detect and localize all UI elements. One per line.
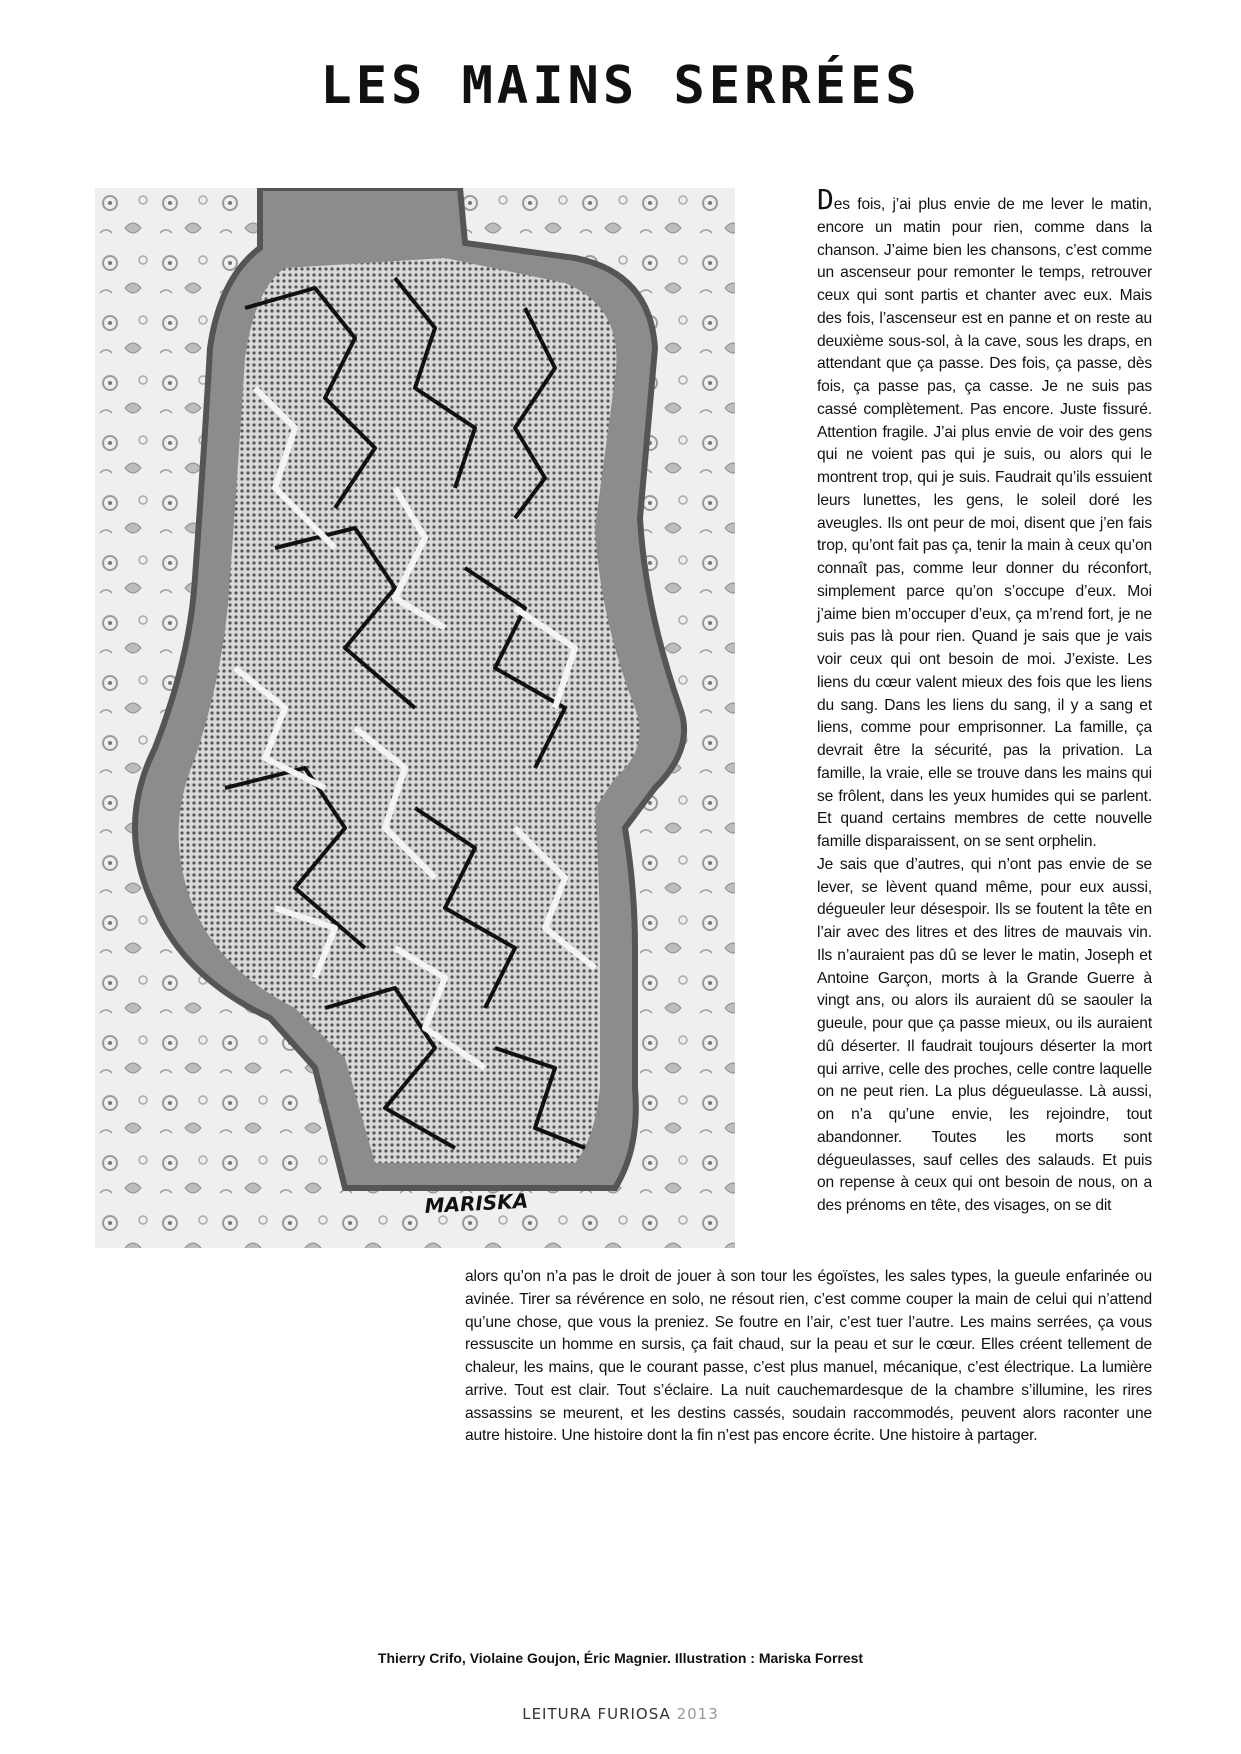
- footer-year: 2013: [676, 1705, 719, 1723]
- illustration-signature: MARISKA: [424, 1188, 529, 1218]
- credits-line: Thierry Crifo, Violaine Goujon, Éric Magnier. Illustration : Mariska Forrest: [377, 1650, 864, 1666]
- article-column: [817, 183, 1152, 1218]
- page-title: LES MAINS SERRÉES: [320, 56, 921, 116]
- footer: [0, 1705, 1241, 1723]
- article-full-width: [465, 1266, 1152, 1448]
- paragraph-1: [817, 183, 1152, 854]
- paragraph-2: Je sais que d’autres, qui n’ont pas envie de se lever, se lèvent quand même, pour eux aussi, dégueuler leur désespoir. Ils se foutent la tête en l’air avec des litres et des litres de mauvais vin. Ils n’auraient pas dû se lever le matin, Joseph et Antoine Garçon, morts à la Grande Guerre à vingt ans, ou alors ils auraient dû se saouler la gueule, pour que ça passe mieux, ou ils auraient dû déserter. Il faudrait toujours déserter la mort qui arrive, celle des proches, celle contre laquelle on ne peut rien. La plus dégueulasse. Là aussi, on n’a qu’une envie, les rejoindre, tout abandonner. Toutes les morts sont dégueulasses, sauf celles des salauds. Et puis on repense à ceux qui ont besoin de nous, on a des prénoms en tête, des visages, on se dit: [817, 855, 1152, 1214]
- paragraph-3: alors qu’on n’a pas le droit de jouer à son tour les égoïstes, les sales types, la gueule enfarinée ou avinée. Tirer sa révérence en solo, ne résout rien, c’est comme couper la main de celui qui n’attend qu’une chose, que vous la preniez. Se foutre en l’air, c’est tuer l’autre. Les mains serrées, ça vous ressuscite un homme en sursis, ça fait chaud, sur la peau et sur le cœur. Elles créent tellement de chaleur, les mains, que le courant passe, c’est plus manuel, mécanique, c’est électrique. La lumière arrive. Tout est clair. Tout s’éclaire. La nuit cauchemardesque de la chambre s’illumine, les rires assassins se meurent, et les destins cassés, soudain raccommodés, peuvent alors raconter une autre histoire. Une histoire dont la fin n’est pas encore écrite. Une histoire à partager.: [465, 1268, 1152, 1445]
- paragraph-1-text: es fois, j’ai plus envie de me lever le matin, encore un matin pour rien, comme dans la chanson. J’aime bien les chansons, c’est comme un ascenseur pour remonter le temps, retrouver ceux qui sont partis et chanter avec eux. Mais des fois, l’ascenseur est en panne et on reste au deuxième sous-sol, à la cave, sous les draps, en attendant que ça passe. Des fois, ça passe, dès fois, ça passe pas, ça casse. Je ne suis pas cassé complètement. Pas encore. Juste fissuré. Attention fragile. J’ai plus envie de voir des gens qui ne voient pas qui je suis, ou alors qui le montrent trop, qui je suis. Faudrait qu’ils essuient leurs lunettes, les gens, le soleil doré les aveugles. Ils ont peur de moi, disent que j’en fais trop, qu’ont fait pas ça, tenir la main à ceux qu’on connaît pas, comme leur donner du réconfort, simplement parce qu’on s’occupe d’eux. Moi j’aime bien m’occuper d’eux, ça m’rend fort, je ne suis pas là pour rien. Quand je sais que je vais voir ceux qui ont besoin de moi. J’existe. Les liens du cœur valent mieux des fois que les liens du sang. Dans les liens du sang, il y a sang et liens, comme pour emprisonner. La famille, ça devrait être la sécurité, pas la privation. La famille, la vraie, elle se trouve dans les mains qui se frôlent, dans les yeux humides qui se parlent. Et quand certains membres de cette nouvelle famille disparaissent, on se sent orphelin.: [817, 196, 1152, 850]
- footer-brand: LEITURA FURIOSA: [522, 1705, 671, 1723]
- dropcap-letter: D: [817, 183, 834, 216]
- illustration-torso-artwork: [95, 188, 735, 1248]
